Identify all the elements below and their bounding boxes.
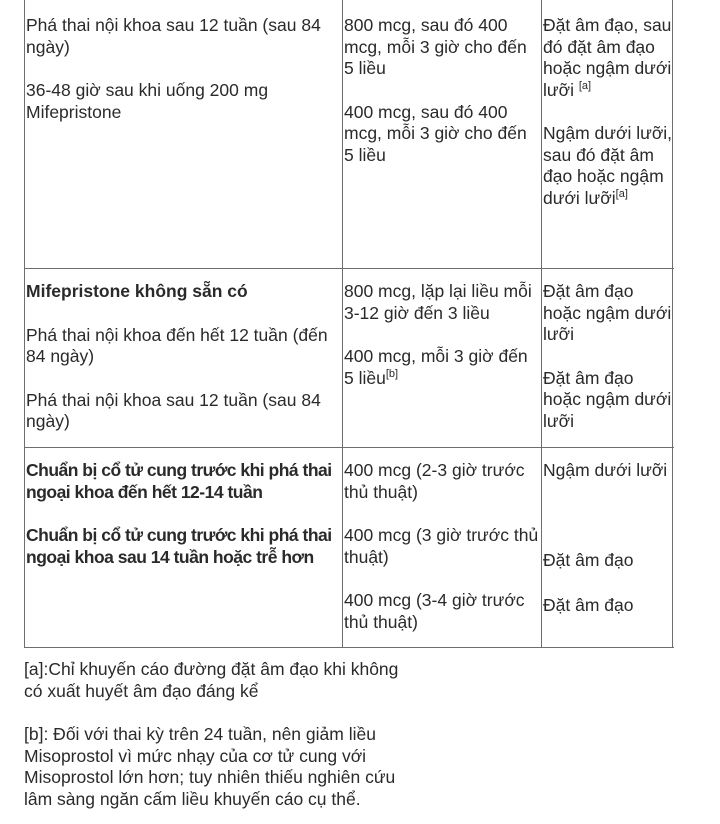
dose-text: 400 mcg, sau đó 400 mcg, mỗi 3 giờ cho đến 5 liều: [344, 101, 527, 165]
dosage-table: [24, 0, 673, 648]
row2-route-cell: [543, 281, 673, 432]
route-text: Đặt âm đạo: [543, 595, 634, 615]
regimen-text: 36-48 giờ sau khi uống 200 mg Mifepristone: [26, 80, 269, 122]
route-text: Đặt âm đạo: [543, 549, 634, 570]
footnotes: [24, 659, 424, 810]
route-text: Ngậm dưới lưỡi, sau đó đặt âm đạo hoặc ngậm dưới lưỡi[a]: [543, 123, 673, 208]
row3-dose-cell: [344, 460, 540, 633]
column-divider: [342, 0, 343, 648]
dose-text: 400 mcg (2-3 giờ trước thủ thuật): [344, 460, 525, 502]
row3-regimen-cell: [26, 460, 338, 568]
row-divider: [25, 268, 674, 269]
row3-route-cell: [543, 460, 673, 617]
dose-text: 800 mcg, sau đó 400 mcg, mỗi 3 giờ cho đến 5 liều: [344, 15, 527, 78]
regimen-text: Phá thai nội khoa sau 12 tuần (sau 84 ngày): [26, 15, 321, 57]
regimen-text: Phá thai nội khoa sau 12 tuần (sau 84 ngày): [26, 389, 321, 431]
footnote-ref-b[interactable]: [b]: [385, 367, 399, 380]
regimen-heading: Mifepristone không sẵn có: [26, 281, 248, 301]
footnote-a: [a]:Chỉ khuyến cáo đường đặt âm đạo khi không có xuất huyết âm đạo đáng kể: [24, 659, 399, 701]
table-bottom-border: [25, 647, 674, 648]
route-text: Đặt âm đạo, sau đó đặt âm đạo hoặc ngậm dưới lưỡi [a]: [543, 15, 672, 100]
row-divider: [25, 447, 674, 448]
dose-text: 400 mcg, mỗi 3 giờ đến 5 liều[b]: [344, 346, 528, 388]
footnote-b: [b]: Đối với thai kỳ trên 24 tuần, nên giảm liều Misoprostol vì mức nhạy của cơ tử cung với Misoprostol lớn hơn; tuy nhiên thiếu nghiên cứu lâm sàng ngăn cấm liều khuyến cáo cụ thể.: [24, 724, 396, 809]
route-text: Ngậm dưới lưỡi: [543, 460, 668, 480]
dose-text: 400 mcg (3 giờ trước thủ thuật): [344, 525, 539, 567]
row2-regimen-cell: [26, 281, 338, 433]
footnote-ref-a[interactable]: [a]: [578, 79, 592, 92]
regimen-text: Phá thai nội khoa đến hết 12 tuần (đến 84 ngày): [26, 324, 328, 366]
dose-text: 400 mcg (3-4 giờ trước thủ thuật): [344, 590, 525, 632]
regimen-heading: Chuẩn bị cổ tử cung trước khi phá thai ngoại khoa sau 14 tuần hoặc trễ hơn: [26, 525, 332, 567]
row1-dose-cell: [344, 15, 540, 166]
route-text: Đặt âm đạo hoặc ngậm dưới lưỡi: [543, 367, 672, 431]
route-text: Đặt âm đạo hoặc ngậm dưới lưỡi: [543, 281, 672, 344]
regimen-heading: Chuẩn bị cổ tử cung trước khi phá thai ngoại khoa đến hết 12-14 tuần: [26, 460, 332, 502]
dose-text: 800 mcg, lặp lại liều mỗi 3-12 giờ đến 3 liều: [344, 281, 532, 323]
column-divider: [541, 0, 542, 648]
row1-regimen-cell: [26, 15, 336, 123]
footnote-ref-a[interactable]: [a]: [615, 187, 628, 200]
row1-route-cell: [543, 15, 673, 209]
row2-dose-cell: [344, 281, 540, 389]
